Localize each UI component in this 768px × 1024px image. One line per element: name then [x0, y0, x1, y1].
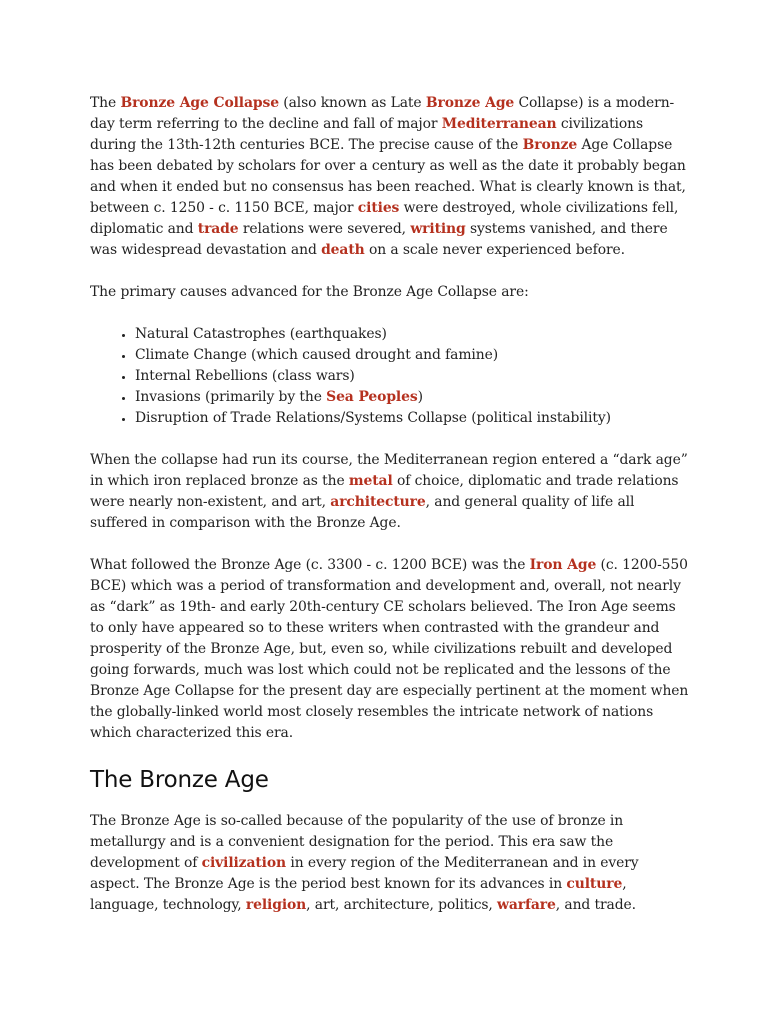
article-body — [90, 93, 690, 937]
civilization-link[interactable]: civilization — [201, 855, 287, 871]
trade-link[interactable]: trade — [197, 221, 239, 237]
causes-intro-paragraph: The primary causes advanced for the Bronze Age Collapse are: — [90, 284, 529, 300]
dark-age-paragraph: When the collapse had run its course, the Mediterranean region entered a “dark age” in which iron replaced bronze as the metal of choice, diplomatic and trade relations were nearly non-existent, and art, architecture, and general quality of life all suffered in comparison with the Bronze Age. — [90, 452, 688, 531]
list-item: • Natural Catastrophes (earthquakes) — [135, 324, 690, 345]
bronze-age-collapse-link[interactable]: Bronze Age Collapse — [120, 95, 279, 111]
architecture-link[interactable]: architecture — [330, 494, 426, 510]
religion-link[interactable]: religion — [245, 897, 307, 913]
culture-link[interactable]: culture — [566, 876, 623, 892]
writing-link[interactable]: writing — [410, 221, 466, 237]
causes-list — [90, 324, 690, 429]
bronze-age-link[interactable]: Bronze Age — [425, 95, 515, 111]
intro-paragraph: The Bronze Age Collapse (also known as Late Bronze Age Collapse) is a modern-day term referring to the decline and fall of major Mediterranean civilizations during the 13th-12th centuries BCE. The precise cause of the Bronze Age Collapse has been debated by scholars for over a century as well as the date it probably began and when it ended but no consensus has been reached. What is clearly known is that, between c. 1250 - c. 1150 BCE, major cities were destroyed, whole civilizations fell, diplomatic and trade relations were severed, writing systems vanished, and there was widespread devastation and death on a scale never experienced before. — [90, 95, 686, 258]
bronze-age-paragraph: The Bronze Age is so-called because of the popularity of the use of bronze in metallurgy and is a convenient designation for the period. This era saw the development of civilization in every region of the Mediterranean and in every aspect. The Bronze Age is the period best known for its advances in culture, language, technology, religion, art, architecture, politics, warfare, and trade. — [90, 813, 639, 913]
list-item: • Internal Rebellions (class wars) — [135, 366, 690, 387]
cities-link[interactable]: cities — [357, 200, 400, 216]
iron-age-link[interactable]: Iron Age — [529, 557, 597, 573]
death-link[interactable]: death — [321, 242, 365, 258]
list-item: • Climate Change (which caused drought and famine) — [135, 345, 690, 366]
warfare-link[interactable]: warfare — [497, 897, 556, 913]
iron-age-paragraph: What followed the Bronze Age (c. 3300 - c. 1200 BCE) was the Iron Age (c. 1200-550 BCE) which was a period of transformation and development and, overall, not nearly as “dark” as 19th- and early 20th-century CE scholars believed. The Iron Age seems to only have appeared so to these writers when contrasted with the grandeur and prosperity of the Bronze Age, but, even so, while civilizations rebuilt and developed going forwards, much was lost which could not be replicated and the lessons of the Bronze Age Collapse for the present day are especially pertinent at the moment when the globally-linked world most closely resembles the intricate network of nations which characterized this era. — [90, 557, 689, 741]
list-item: • Disruption of Trade Relations/Systems Collapse (political instability) — [135, 408, 690, 429]
list-item: • Invasions (primarily by the Sea Peoples) — [135, 387, 690, 408]
sea-peoples-link[interactable]: Sea Peoples — [326, 389, 418, 405]
bronze-link[interactable]: Bronze — [522, 137, 578, 153]
metal-link[interactable]: metal — [348, 473, 393, 489]
mediterranean-link[interactable]: Mediterranean — [441, 116, 557, 132]
section-heading: The Bronze Age — [90, 767, 269, 793]
